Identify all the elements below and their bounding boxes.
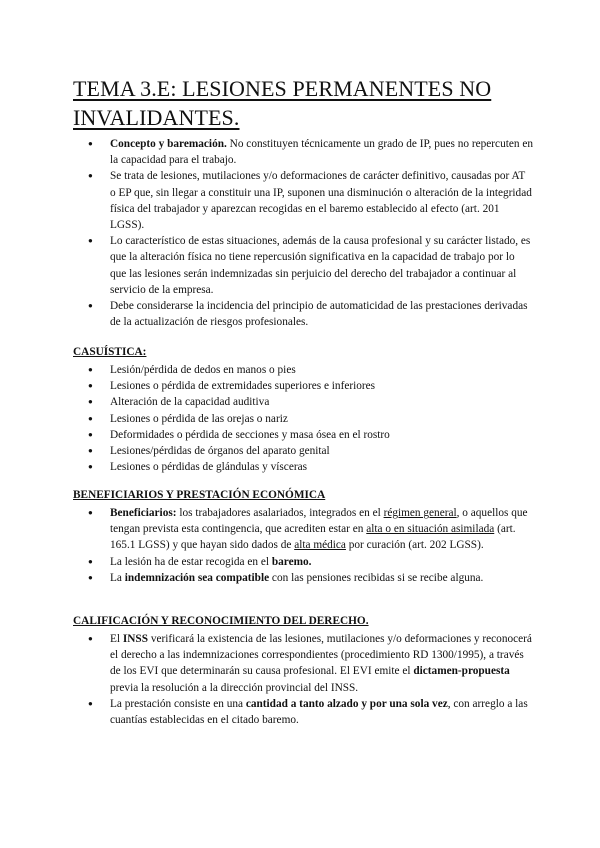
list-item: ● Lesiones o pérdida de extremidades superiores e inferiores [73, 378, 533, 394]
casuistica-section [73, 344, 533, 475]
intro-list [73, 136, 533, 330]
list-item: ● La indemnización sea compatible con las pensiones recibidas si se recibe alguna. [73, 570, 533, 586]
casuistica-list [73, 362, 533, 475]
list-item: ● Beneficiarios: los trabajadores asalariados, integrados en el régimen general, o aquellos que tengan prevista esta contingencia, que acrediten estar en alta o en situación asimilada (art. 165.1 LGSS) y que hayan sido dados de alta médica por curación (art. 202 LGSS). [73, 505, 533, 554]
list-item: ● Lesiones/pérdidas de órganos del aparato genital [73, 443, 533, 459]
page-title: TEMA 3.E: LESIONES PERMANENTES NO INVALIDANTES. [73, 76, 492, 130]
list-item: ● Lesiones o pérdida de las orejas o nariz [73, 411, 533, 427]
list-item: ● Se trata de lesiones, mutilaciones y/o deformaciones de carácter definitivo, causadas por AT o EP que, sin llegar a constituir una IP, suponen una disminución o alteración de la integridad física del trabajador y aparezcan recogidas en el baremo establecido al efecto (art. 201 LGSS). [73, 168, 533, 233]
list-item: ● El INSS verificará la existencia de las lesiones, mutilaciones y/o deformaciones y reconocerá el derecho a las indemnizaciones correspondientes (procedimiento RD 1300/1995), a través de los EVI que determinarán su causa profesional. El EVI emite el dictamen-propuesta previa la resolución a la dirección provincial del INSS. [73, 631, 533, 696]
calificacion-section [73, 613, 533, 728]
calificacion-list [73, 631, 533, 728]
beneficiarios-list [73, 505, 533, 586]
list-item: ● Debe considerarse la incidencia del principio de automaticidad de las prestaciones derivadas de la actualización de riesgos profesionales. [73, 298, 533, 330]
list-item: ● Lesión/pérdida de dedos en manos o pies [73, 362, 533, 378]
section-heading: CALIFICACIÓN Y RECONOCIMIENTO DEL DERECHO. [73, 615, 369, 627]
list-item: ● Alteración de la capacidad auditiva [73, 394, 533, 410]
list-item: ● Concepto y baremación. No constituyen técnicamente un grado de IP, pues no repercuten en la capacidad para el trabajo. [73, 136, 533, 168]
intro-section [73, 136, 533, 330]
list-item: ● Lesiones o pérdidas de glándulas y vísceras [73, 459, 533, 475]
section-heading: CASUÍSTICA: [73, 346, 147, 358]
list-item: ● La prestación consiste en una cantidad a tanto alzado y por una sola vez, con arreglo a las cuantías establecidas en el citado baremo. [73, 696, 533, 728]
list-item: ● La lesión ha de estar recogida en el baremo. [73, 554, 533, 570]
section-heading: BENEFICIARIOS Y PRESTACIÓN ECONÓMICA [73, 489, 326, 501]
beneficiarios-section [73, 487, 533, 586]
list-item: ● Lo característico de estas situaciones, además de la causa profesional y su carácter listado, es que la alteración física no tiene repercusión significativa en la capacidad de trabajo por lo que las lesiones serán indemnizadas sin perjuicio del derecho del trabajador a continuar al servicio de la empresa. [73, 233, 533, 298]
list-item: ● Deformidades o pérdida de secciones y masa ósea en el rostro [73, 427, 533, 443]
